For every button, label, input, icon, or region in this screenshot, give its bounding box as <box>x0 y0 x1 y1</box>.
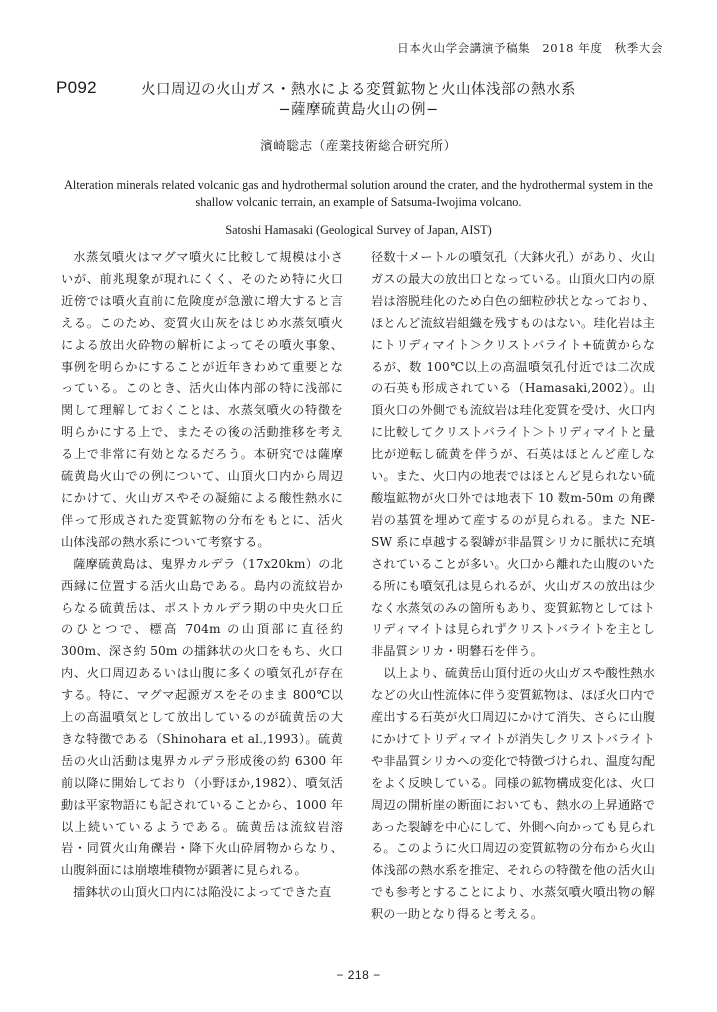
title-jp-line1: 火口周辺の火山ガス・熱水による変質鉱物と火山体浅部の熱水系 <box>141 82 576 98</box>
body-column-right <box>371 247 655 926</box>
paragraph-crater-continued: 径数十メートルの噴気孔（大鉢火孔）があり、火山ガスの最大の放出口となっている。山頂火口内の原岩は溶脱珪化のため白色の細粒砂状となっており、ほとんど流紋岩組織を残すものはない。珪化岩は主にトリディマイト＞クリストバライト+硫黄からなるが、数 100℃以上の高温噴気孔付近では二次成の石英も形成されている（Hamasaki,2002）。山頂火口の外側でも流紋岩は珪化変質を受け、火口内に比較してクリストバライト＞トリディマイトと量比が逆転し硫黄を伴うが、石英はほとんど産しない。また、火口内の地表ではほとんど見られない硫酸塩鉱物が火口外では地表下 10 数m-50m の角礫岩の基質を埋めて産するのが見られる。また NE-SW 系に卓越する裂罅が非晶質シリカに脈状に充填されていることが多い。火口から離れた山腹のいたる所にも噴気孔は見られるが、火山ガスの放出は少なく水蒸気のみの箇所もあり、変質鉱物としてはトリディマイトは見られずクリストバライトを主とし非晶質シリカ・明礬石を伴う。 <box>371 250 655 659</box>
running-header: 日本火山学会講演予稿集 2018 年度 秋季大会 <box>397 41 663 55</box>
paper-id: P092 <box>56 78 97 97</box>
title-block <box>0 80 717 238</box>
title-jp <box>0 80 717 120</box>
author-en: Satoshi Hamasaki (Geological Survey of Japan, AIST) <box>225 223 492 237</box>
author-jp: 濱崎聡志（産業技術総合研究所） <box>260 138 457 153</box>
body-column-left <box>61 247 343 904</box>
page-number: − 218 − <box>336 968 381 982</box>
paragraph-geology: 薩摩硫黄島は、鬼界カルデラ（17x20km）の北西縁に位置する活火山島である。島内の流紋岩からなる硫黄岳は、ポストカルデラ期の中央火口丘のひとつで、標高 704m の山頂部に直径約 300m、深さ約 50m の擂鉢状の火口をもち、火口内、火口周辺あるいは山腹に多くの噴気孔が存在する。特に、マグマ起源ガスをそのまま 800℃以上の高温噴気として放出しているのが硫黄岳の大きな特徴である（Shinohara et al.,1993）。硫黄岳の火山活動は鬼界カルデラ形成後の約 6300 年前以降に開始しており（小野ほか,1982）、噴気活動は平家物語にも記されていることから、1000 年以上続いているようである。硫黄岳は流紋岩溶岩・同質火山角礫岩・降下火山砕屑物からなり、山腹斜面には崩壊堆積物が顕著に見られる。 <box>61 556 343 878</box>
paragraph-crater: 擂鉢状の山頂火口内には陥没によってできた直 <box>73 885 332 900</box>
title-en: Alteration minerals related volcanic gas and hydrothermal solution around the crater, and the hydrothermal system in the shallow volcanic terrain, an example of Satsuma-Iwojima volcano. <box>64 178 653 209</box>
paragraph-conclusion: 以上より、硫黄岳山頂付近の火山ガスや酸性熱水などの火山性流体に伴う変質鉱物は、ほぼ火口内で産出する石英が火口周辺にかけて消失、さらに山腹にかけてトリディマイトが消失しクリストバライトや非晶質シリカへの変化で特徴づけられ、温度勾配をよく反映している。同様の鉱物構成変化は、火口周辺の開析崖の断面においても、熱水の上昇通路であった裂罅を中心にして、外側へ向かっても見られる。このように火口周辺の変質鉱物の分布から火山体浅部の熱水系を推定、それらの特徴を他の活火山でも参考とすることにより、水蒸気噴火噴出物の解釈の一助となり得ると考える。 <box>371 666 655 922</box>
paragraph-intro: 水蒸気噴火はマグマ噴火に比較して規模は小さいが、前兆現象が現れにくく、そのため特に火口近傍では噴火直前に危険度が急激に増大すると言える。このため、変質火山灰をはじめ水蒸気噴火による放出火砕物の解析によってその噴火事象、事例を明らかにすることが近年きわめて重要となっている。このとき、活火山体内部の特に浅部に関して理解しておくことは、水蒸気噴火の特徴を明らかにする上で、またその後の活動推移を考える上で非常に有効となるだろう。本研究では薩摩硫黄島火山での例について、山頂火口内から周辺にかけて、火山ガスやその凝縮による酸性熱水に伴って形成された変質鉱物の分布をもとに、活火山体浅部の熱水系について考察する。 <box>61 250 343 549</box>
title-jp-line2: −薩摩硫黄島火山の例− <box>278 102 439 118</box>
